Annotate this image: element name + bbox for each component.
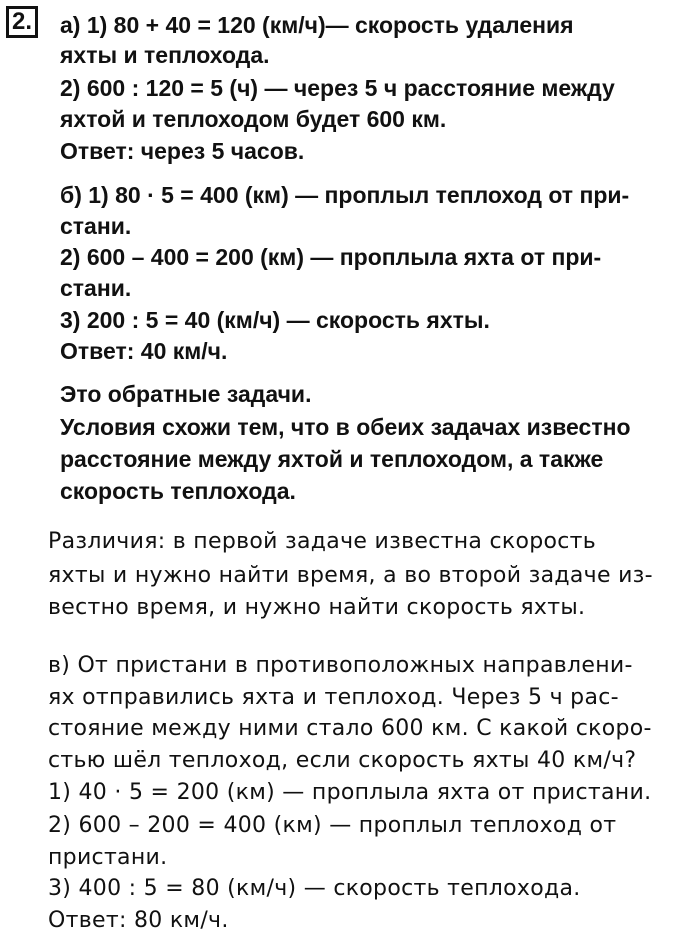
text-line: вестно время, и нужно найти скорость яхты.: [48, 595, 586, 620]
text-line: стани.: [60, 275, 132, 301]
text-line: 2) 600 – 200 = 400 (км) — проплыл теплоход от: [48, 813, 617, 838]
answer-line: Ответ: 40 км/ч.: [60, 338, 228, 364]
task-number-badge: 2.: [6, 6, 38, 38]
answer-line: Ответ: 80 км/ч.: [48, 908, 229, 933]
text-line: 2) 600 – 400 = 200 (км) — проплыла яхта от при-: [60, 244, 602, 270]
text-line: в) От пристани в противоположных направлени-: [48, 653, 633, 678]
text-line: яхтой и теплоходом будет 600 км.: [60, 106, 447, 132]
text-line: 3) 200 : 5 = 40 (км/ч) — скорость яхты.: [60, 307, 490, 333]
text-line: 1) 40 · 5 = 200 (км) — проплыла яхта от пристани.: [48, 780, 652, 805]
text-line: пристани.: [48, 845, 168, 870]
text-line: яхты и нужно найти время, а во второй задаче из-: [48, 563, 653, 588]
text-line: Условия схожи тем, что в обеих задачах известно: [60, 414, 631, 440]
text-line: стояние между ними стало 600 км. С какой скоро-: [48, 716, 652, 741]
text-line: яхты и теплохода.: [60, 42, 270, 68]
text-line: Это обратные задачи.: [60, 381, 312, 407]
text-line: а) 1) 80 + 40 = 120 (км/ч)— скорость удаления: [60, 12, 574, 38]
text-line: ях отправились яхта и теплоход. Через 5 ч рас-: [48, 685, 619, 710]
text-line: расстояние между яхтой и теплоходом, а также: [60, 446, 604, 472]
text-line: 3) 400 : 5 = 80 (км/ч) — скорость теплохода.: [48, 876, 581, 901]
text-line: б) 1) 80 · 5 = 400 (км) — проплыл теплоход от при-: [60, 182, 630, 208]
text-line: 2) 600 : 120 = 5 (ч) — через 5 ч расстояние между: [60, 75, 615, 101]
text-line: Различия: в первой задаче известна скорость: [48, 529, 597, 554]
text-line: стани.: [60, 213, 132, 239]
answer-line: Ответ: через 5 часов.: [60, 138, 305, 164]
text-line: стью шёл теплоход, если скорость яхты 40 км/ч?: [48, 748, 637, 773]
text-line: скорость теплохода.: [60, 478, 296, 504]
